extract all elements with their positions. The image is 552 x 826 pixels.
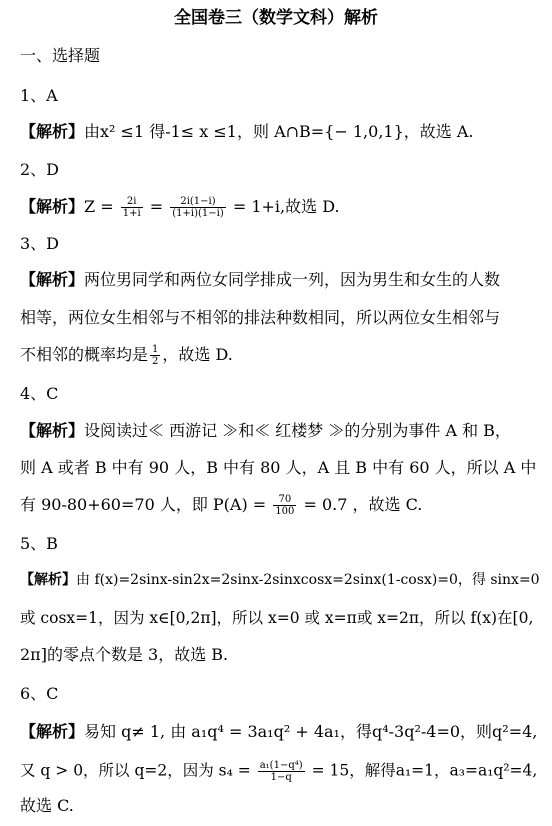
q3-line-3 <box>20 344 233 367</box>
q6-text-2b: = 15，解得a₁=1，a₃=a₁q²=4, <box>311 761 538 780</box>
q6-f-den: 1−q <box>270 772 292 783</box>
q1-tag: 【解析】 <box>20 122 85 141</box>
q4-tag: 【解析】 <box>20 421 85 440</box>
q5-line-2: 或 cosx=1，因为 x∈[0,2π]，所以 x=0 或 x=π或 x=2π，所以 f(x)在[0, <box>20 609 534 627</box>
q4-line-3 <box>20 494 422 517</box>
q6-text-1: 易知 q≠ 1, 由 a₁q⁴ = 3a₁q² + 4a₁，得q⁴-3q²-4=0，则q²=4, <box>84 722 538 741</box>
q4-f-den: 100 <box>275 506 295 517</box>
q5-answer: 5、B <box>20 534 58 553</box>
q4-line-1 <box>20 421 511 441</box>
q2-f1-num: 2i <box>121 196 143 208</box>
page-title: 全国卷三（数学文科）解析 <box>174 8 378 28</box>
q2-eq: = <box>149 197 164 216</box>
q4-fraction <box>273 494 296 517</box>
q2-fraction-2 <box>170 196 225 219</box>
q2-f2-num: 2i(1−i) <box>170 196 225 208</box>
q4-answer: 4、C <box>20 384 59 403</box>
q1-explanation <box>20 122 474 142</box>
q6-tag: 【解析】 <box>20 722 85 741</box>
q3-text-3b: ，故选 D. <box>162 345 233 364</box>
q2-f1-den: 1+i <box>122 208 141 219</box>
q3-line-1 <box>20 270 500 290</box>
q4-text-3: 有 90-80+60=70 人，即 P(A) = <box>20 495 267 514</box>
q6-line-3: 故选 C. <box>20 796 74 815</box>
q4-line-2: 则 A 或者 B 中有 90 人，B 中有 80 人，A 且 B 中有 60 人，所以 A 中 <box>20 458 537 477</box>
q5-line-1 <box>20 570 540 590</box>
q3-text-1: 两位男同学和两位女同学排成一列，因为男生和女生的人数 <box>84 270 501 289</box>
q6-f-num: a₁(1−q⁴) <box>259 760 303 771</box>
q2-tag: 【解析】 <box>20 197 85 216</box>
q4-text-3b: = 0.7 ，故选 C. <box>303 495 423 514</box>
section-heading: 一、选择题 <box>20 46 101 65</box>
q2-post: = 1+i,故选 D. <box>232 197 340 216</box>
q3-f-num: 1 <box>152 344 159 355</box>
q3-answer: 3、D <box>20 234 60 253</box>
q3-f-den: 2 <box>152 356 159 367</box>
q3-line-2: 相等，两位女生相邻与不相邻的排法种数相同，所以两位女生相邻与 <box>20 308 501 327</box>
q2-pre: Z = <box>84 197 114 216</box>
q5-text-1: 由 f(x)=2sinx-sin2x=2sinx-2sinxcosx=2sinx(1-cosx)=0，得 sinx=0 <box>76 572 540 588</box>
q1-text: 由x² ≤1 得-1≤ x ≤1，则 A∩B={− 1,0,1}，故选 A. <box>84 122 474 141</box>
q2-answer: 2、D <box>20 160 60 179</box>
q1-answer: 1、A <box>20 86 58 105</box>
q4-text-1: 设阅读过≪ 西游记 ≫和≪ 红楼梦 ≫的分别为事件 A 和 B， <box>84 421 511 440</box>
q5-line-3: 2π]的零点个数是 3，故选 B. <box>20 645 229 664</box>
q6-text-2: 又 q > 0，所以 q=2，因为 s₄ = <box>20 761 251 780</box>
q3-fraction <box>150 344 160 367</box>
q3-tag: 【解析】 <box>20 270 85 289</box>
q6-fraction <box>258 760 305 783</box>
q2-explanation <box>20 196 340 219</box>
q6-line-2 <box>20 760 537 783</box>
q6-line-1 <box>20 722 537 742</box>
q5-tag: 【解析】 <box>20 572 76 588</box>
q2-fraction-1 <box>121 196 143 219</box>
q2-f2-den: (1+i)(1−i) <box>172 208 224 219</box>
q4-f-num: 70 <box>273 494 296 506</box>
q6-answer: 6、C <box>20 684 59 703</box>
q3-text-3: 不相邻的概率均是 <box>20 345 149 364</box>
